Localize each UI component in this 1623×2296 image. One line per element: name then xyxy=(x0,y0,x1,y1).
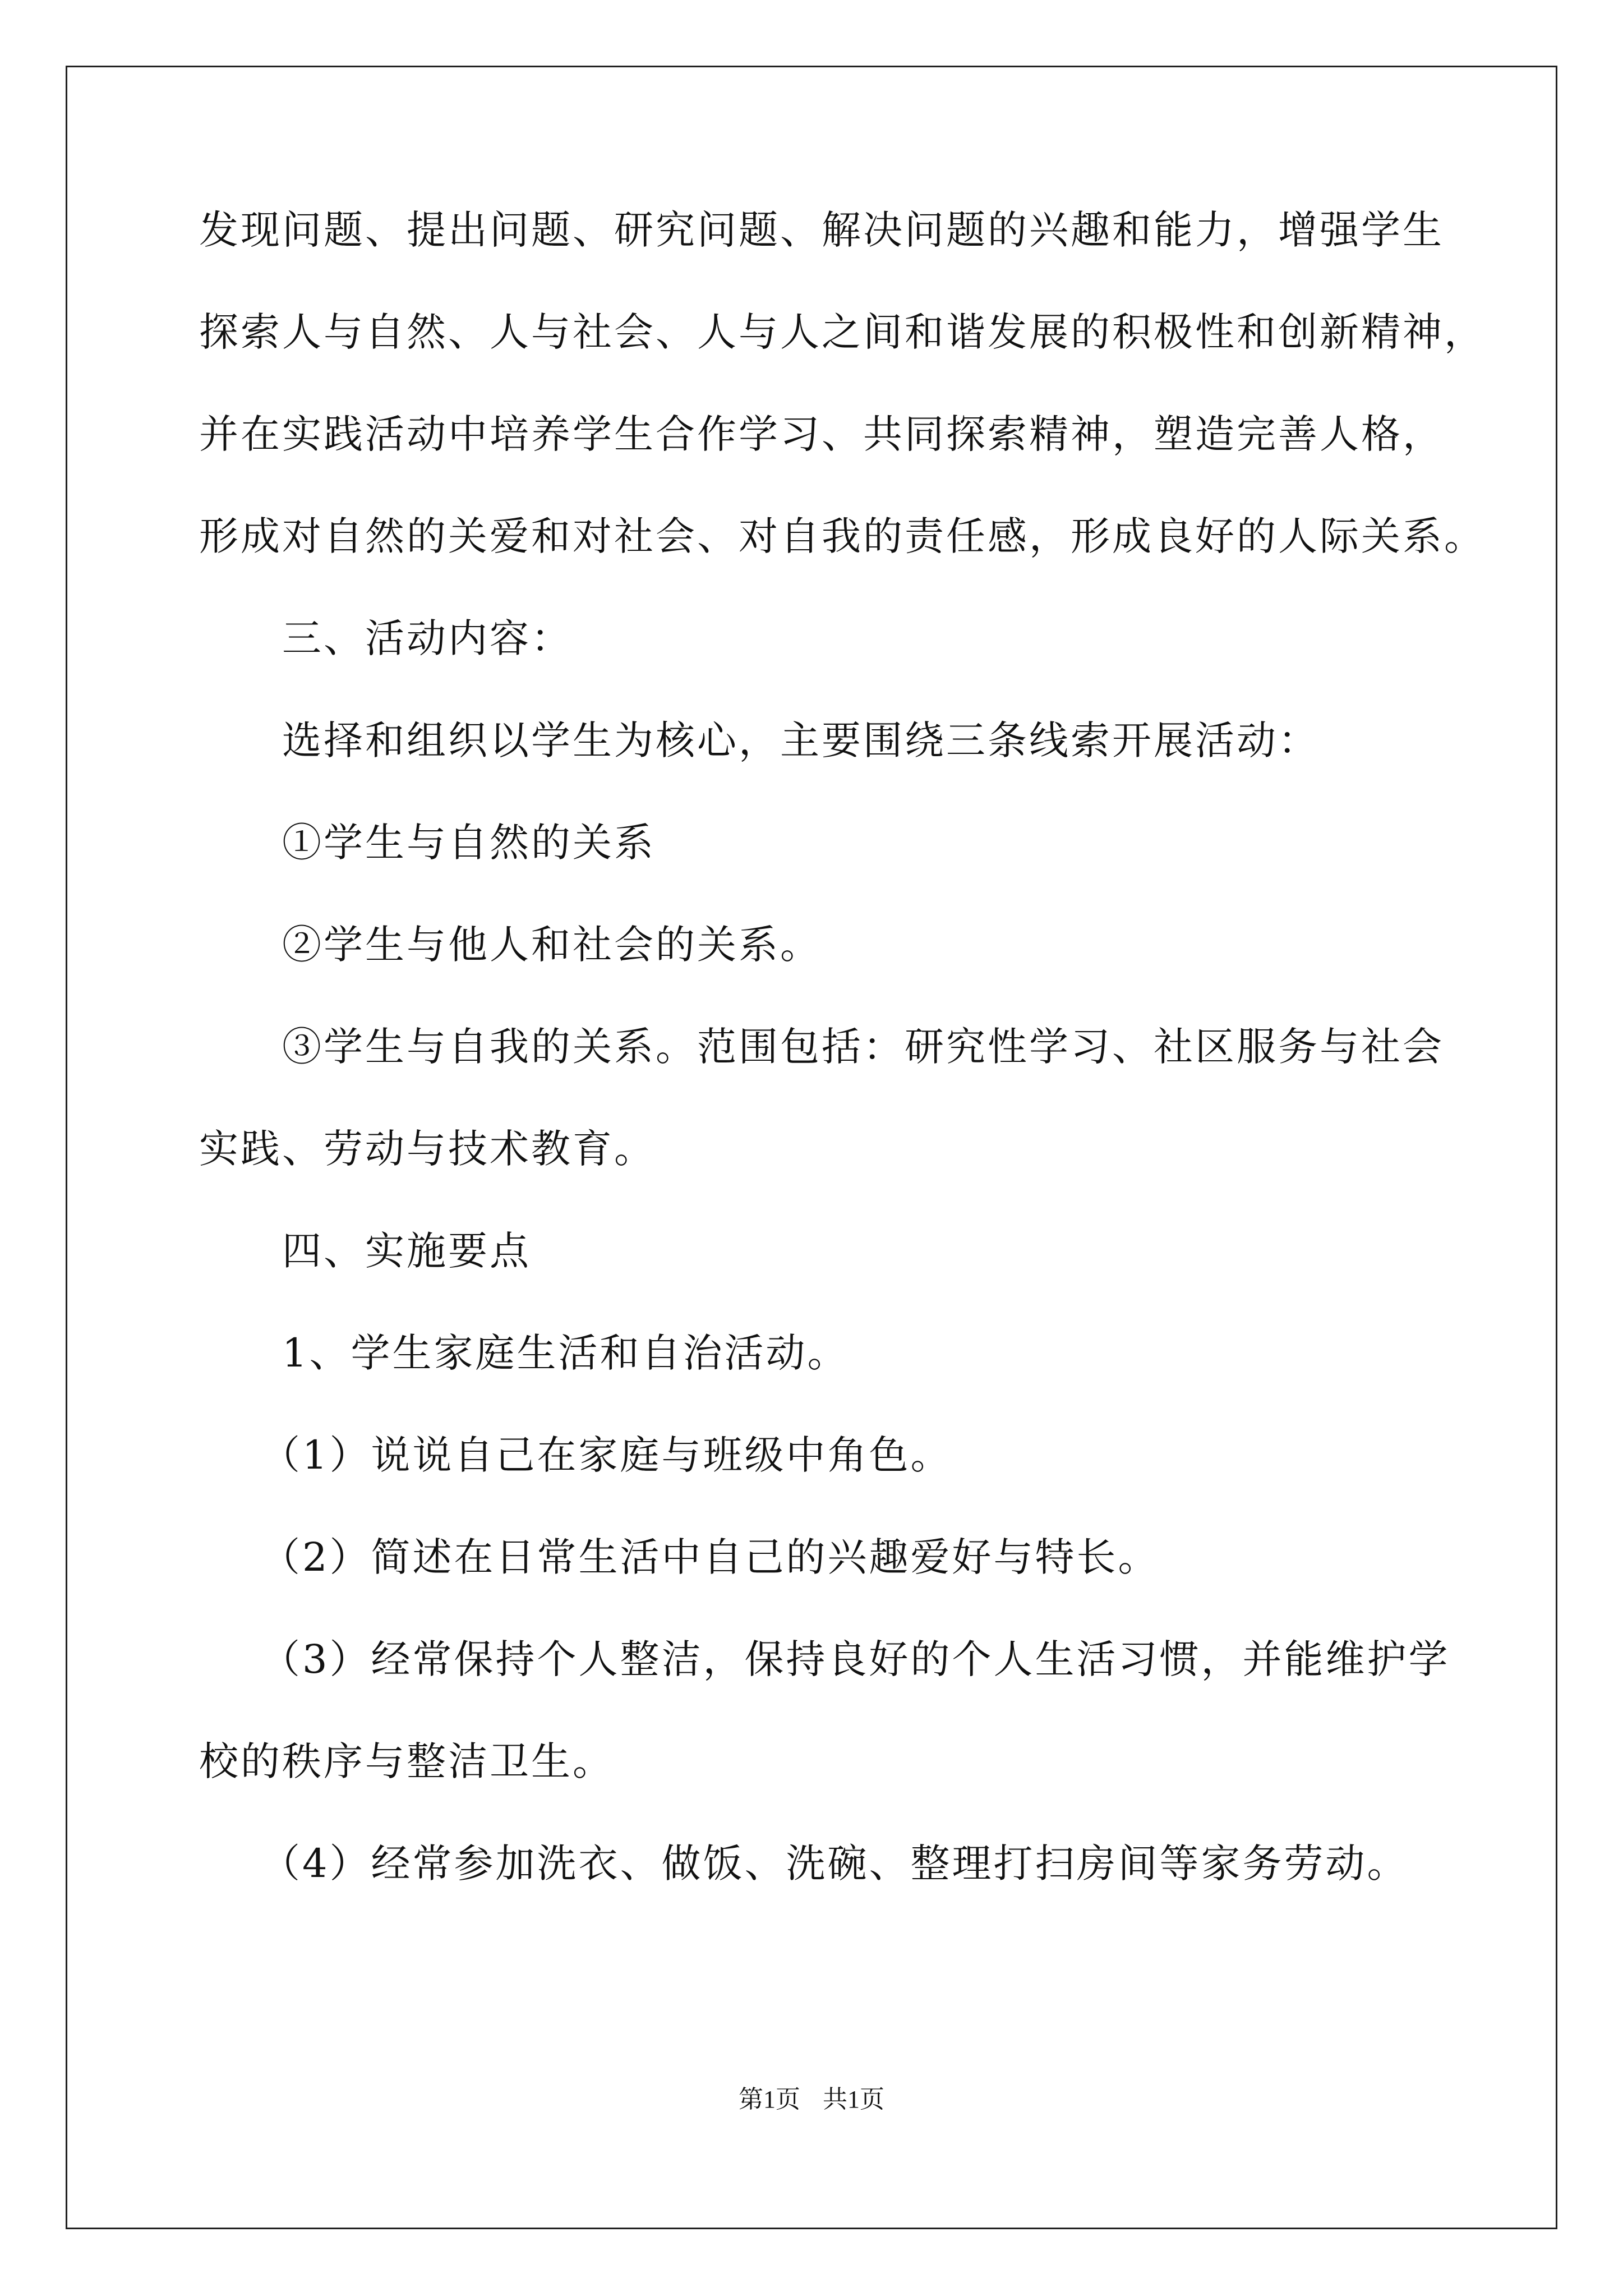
list-item: （1）说说自己在家庭与班级中角色。 xyxy=(261,1432,952,1478)
paragraph-line: 探索人与自然、人与社会、人与人之间和谐发展的积极性和创新精神， xyxy=(199,309,1486,355)
paragraph-line: 形成对自然的关爱和对社会、对自我的责任感，形成良好的人际关系。 xyxy=(199,513,1486,559)
list-item: （2）简述在日常生活中自己的兴趣爱好与特长。 xyxy=(261,1534,1160,1580)
list-item: ①学生与自然的关系 xyxy=(282,820,656,866)
page-footer xyxy=(0,2083,1623,2116)
paragraph-line: 发现问题、提出问题、研究问题、解决问题的兴趣和能力，增强学生 xyxy=(199,207,1444,253)
list-item: （4）经常参加洗衣、做饭、洗碗、整理打扫房间等家务劳动。 xyxy=(261,1841,1409,1887)
paragraph-line: 选择和组织以学生为核心，主要围绕三条线索开展活动： xyxy=(282,717,1320,763)
section-heading: 四、实施要点 xyxy=(282,1228,531,1274)
subsection-heading: 1、学生家庭生活和自治活动。 xyxy=(282,1330,849,1376)
paragraph-line: 校的秩序与整洁卫生。 xyxy=(199,1738,614,1784)
list-item: （3）经常保持个人整洁，保持良好的个人生活习惯，并能维护学 xyxy=(261,1636,1450,1682)
paragraph-line: 实践、劳动与技术教育。 xyxy=(199,1126,656,1172)
paragraph-line: 并在实践活动中培养学生合作学习、共同探索精神，塑造完善人格， xyxy=(199,411,1444,457)
list-item: ③学生与自我的关系。范围包括：研究性学习、社区服务与社会 xyxy=(282,1024,1444,1070)
section-heading: 三、活动内容： xyxy=(282,615,573,661)
page-number: 第1页 xyxy=(739,2086,800,2113)
list-item: ②学生与他人和社会的关系。 xyxy=(282,922,822,968)
page-total: 共1页 xyxy=(823,2086,884,2113)
